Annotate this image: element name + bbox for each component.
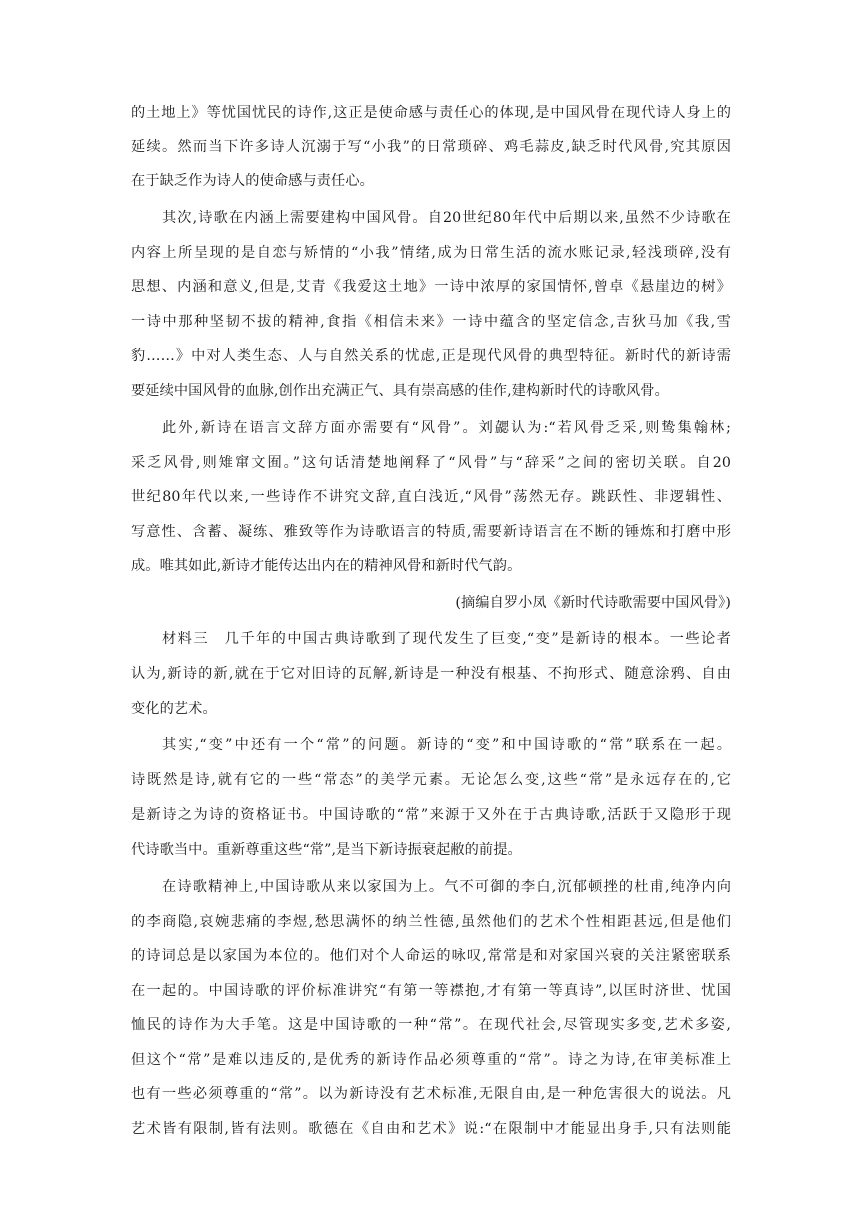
text-line: 豹……》中对人类生态、人与自然关系的忧虑,正是现代风骨的典型特征。新时代的新诗需 xyxy=(131,348,731,364)
text-line: 的土地上》等忧国忧民的诗作,这正是使命感与责任心的体现,是中国风骨在现代诗人身上的 xyxy=(131,105,731,121)
text-line: 采乏风骨,则雉窜文囿。”这句话清楚地阐释了“风骨”与“辞采”之间的密切关联。自20 xyxy=(131,455,731,471)
text-line: 的李商隐,哀婉悲痛的李煜,愁思满怀的纳兰性德,虽然他们的艺术个性相距甚远,但是他们 xyxy=(131,914,731,930)
text-line: 世纪80年代以来,一些诗作不讲究文辞,直白浅近,“风骨”荡然无存。跳跃性、非逻辑性、 xyxy=(131,489,731,505)
text-line: 思想、内涵和意义,但是,艾青《我爱这土地》一诗中浓厚的家国情怀,曾卓《悬崖边的树》 xyxy=(131,279,731,295)
text-line: 材料三 几千年的中国古典诗歌到了现代发生了巨变,“变”是新诗的根本。一些论者 xyxy=(162,631,731,647)
text-line: 在于缺乏作为诗人的使命感与责任心。 xyxy=(131,173,374,189)
text-line: 变化的艺术。 xyxy=(131,701,217,717)
text-line: 写意性、含蓄、凝练、雅致等作为诗歌语言的特质,需要新诗语言在不断的锤炼和打磨中形 xyxy=(131,524,731,540)
text-line: 在诗歌精神上,中国诗歌从来以家国为上。气不可御的李白,沉郁顿挫的杜甫,纯净内向 xyxy=(162,879,731,895)
text-line: 艺术皆有限制,皆有法则。歌德在《自由和艺术》说:“在限制中才能显出身手,只有法则能 xyxy=(131,1121,731,1137)
text-line: 延续。然而当下许多诗人沉溺于写“小我”的日常琐碎、鸡毛蒜皮,缺乏时代风骨,究其原因 xyxy=(131,139,731,155)
text-line: 其次,诗歌在内涵上需要建构中国风骨。自20世纪80年代中后期以来,虽然不少诗歌在 xyxy=(162,210,731,226)
text-line: 的诗词总是以家国为本位的。他们对个人命运的咏叹,常常是和对家国兴衰的关注紧密联系 xyxy=(131,948,731,964)
text-line: 但这个“常”是难以违反的,是优秀的新诗作品必须尊重的“常”。诗之为诗,在审美标准上 xyxy=(131,1052,731,1068)
text-line: 代诗歌当中。重新尊重这些“常”,是当下新诗振衰起敝的前提。 xyxy=(131,842,522,858)
text-line: 此外,新诗在语言文辞方面亦需要有“风骨”。刘勰认为:“若风骨乏采,则鸷集翰林; xyxy=(162,420,731,436)
source-citation: (摘编自罗小凤《新时代诗歌需要中国风骨》) xyxy=(455,595,731,611)
text-line: 成。唯其如此,新诗才能传达出内在的精神风骨和新时代气韵。 xyxy=(131,558,522,574)
text-line: 恤民的诗作为大手笔。这是中国诗歌的一种“常”。在现代社会,尽管现实多变,艺术多姿, xyxy=(131,1017,731,1033)
text-line: 内容上所呈现的是自恋与矫情的“小我”情绪,成为日常生活的流水账记录,轻浅琐碎,没有 xyxy=(131,245,731,261)
text-line: 是新诗之为诗的资格证书。中国诗歌的“常”来源于又外在于古典诗歌,活跃于又隐形于现 xyxy=(131,807,731,823)
text-line: 认为,新诗的新,就在于它对旧诗的瓦解,新诗是一种没有根基、不拘形式、随意涂鸦、自由 xyxy=(131,666,731,682)
text-line: 也有一些必须尊重的“常”。以为新诗没有艺术标准,无限自由,是一种危害很大的说法。凡 xyxy=(131,1086,731,1102)
text-line: 其实,“变”中还有一个“常”的问题。新诗的“变”和中国诗歌的“常”联系在一起。 xyxy=(162,737,731,753)
text-line: 诗既然是诗,就有它的一些“常态”的美学元素。无论怎么变,这些“常”是永远存在的,它 xyxy=(131,772,731,788)
text-line: 在一起的。中国诗歌的评价标准讲究“有第一等襟抱,才有第一等真诗”,以匡时济世、忧国 xyxy=(131,983,731,999)
text-line: 要延续中国风骨的血脉,创作出充满正气、具有崇高感的佳作,建构新时代的诗歌风骨。 xyxy=(131,383,669,399)
text-line: 一诗中那种坚韧不拔的精神,食指《相信未来》一诗中蕴含的坚定信念,吉狄马加《我,雪 xyxy=(131,314,731,330)
